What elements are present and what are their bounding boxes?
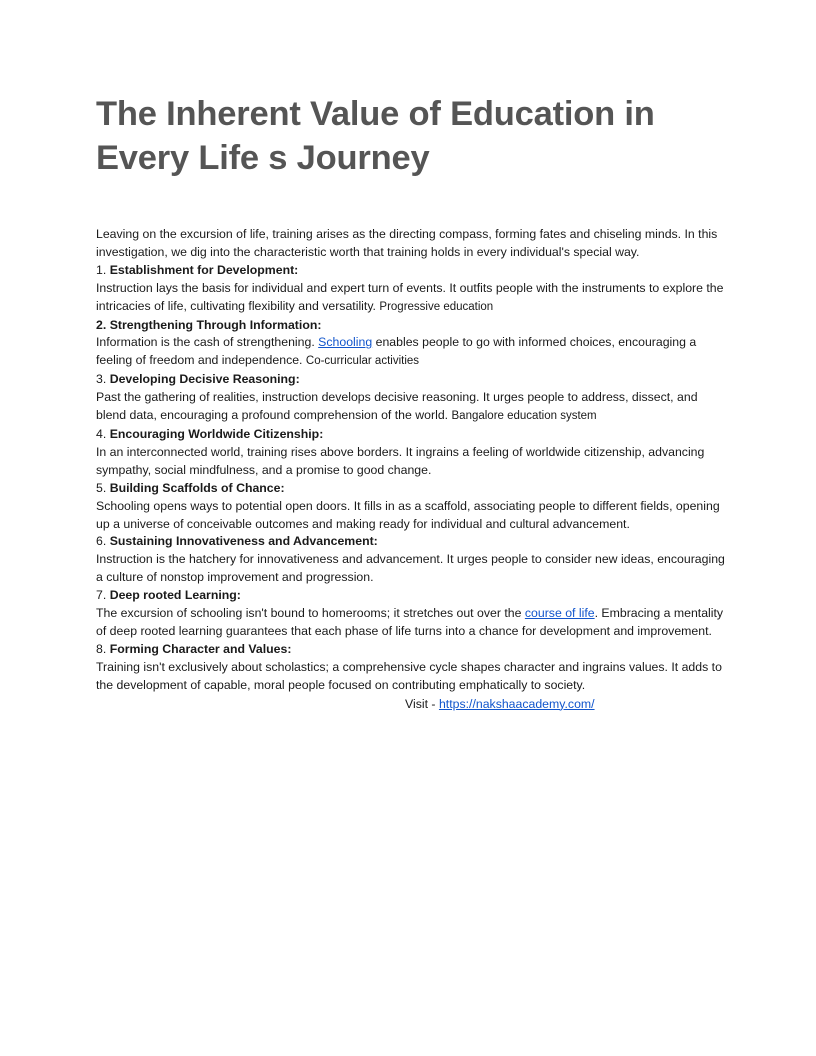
section-number: 6 (96, 534, 103, 549)
section-number: 8 (96, 641, 103, 656)
section-heading: 7. Deep rooted Learning: (96, 588, 241, 603)
section-title: Strengthening Through Information: (109, 317, 322, 332)
section-heading (96, 317, 726, 335)
section-text: Information is the cash of strengthening. (96, 335, 315, 350)
section-number: 7 (96, 588, 103, 603)
schooling-link[interactable]: Schooling (318, 335, 373, 350)
section-tail-text: Bangalore education system (451, 410, 597, 423)
section-heading: 8. Forming Character and Values: (96, 641, 292, 656)
section-title: Forming Character and Values: (109, 641, 292, 656)
section-number: 4 (96, 426, 103, 441)
section-paragraph: Schooling opens ways to potential open doors. It fills in as a scaffold, associating people to different fields, opening up a universe of conceivable outcomes and making ready for individual and cultural advancement. (96, 498, 720, 531)
section-paragraph: Instruction is the hatchery for innovativeness and advancement. It urges people to consider new ideas, encouraging a culture of nonstop improvement and progression. (96, 552, 725, 585)
section-title: Developing Decisive Reasoning: (109, 372, 300, 387)
document-page (96, 92, 726, 713)
section-tail-text: Co-curricular activities (305, 355, 420, 368)
section-paragraph: Training isn't exclusively about scholastics; a comprehensive cycle shapes character and ingrains values. It adds to the development of capable, moral people focused on contributing emphatically to society. (96, 659, 722, 692)
website-link[interactable]: https://nakshaacademy.com/ (438, 696, 595, 711)
visit-line (96, 695, 726, 713)
section-heading: 1. Establishment for Development: (96, 262, 299, 277)
section-title: Encouraging Worldwide Citizenship: (109, 426, 324, 441)
section-heading: 4. Encouraging Worldwide Citizenship: (96, 426, 324, 441)
section-paragraph (96, 605, 726, 641)
section-title: Building Scaffolds of Chance: (109, 480, 285, 495)
section-title: Deep rooted Learning: (109, 588, 241, 603)
section-number: 5 (96, 480, 103, 495)
section-paragraph (96, 389, 726, 426)
section-text: Past the gathering of realities, instruction develops decisive reasoning. It urges people to address, dissect, and blend data, encouraging a profound comprehension of the world. (96, 390, 698, 423)
visit-label: Visit - (405, 696, 436, 711)
section-text: . Embracing a mentality of deep rooted learning guarantees that each phase of life turns into a chance for development and improvement. (96, 606, 724, 638)
section-text: enables people to go with informed choices, encouraging a feeling of freedom and independence. (96, 335, 697, 368)
section-heading: 3. Developing Decisive Reasoning: (96, 372, 300, 387)
section-text: Instruction lays the basis for individual and expert turn of events. It outfits people with the instruments to explore the intricacies of life, cultivating flexibility and versatility. (96, 280, 724, 313)
document-body (96, 226, 726, 713)
page-title: The Inherent Value of Education in Every Life s Journey (96, 95, 655, 177)
section-number: 1 (96, 262, 103, 277)
section-title: Sustaining Innovativeness and Advancement: (109, 534, 378, 549)
section-paragraph (96, 280, 726, 317)
intro-paragraph: Leaving on the excursion of life, training arises as the directing compass, forming fates and chiseling minds. In this investigation, we dig into the characteristic worth that training holds in every individual's special way. (96, 227, 718, 259)
course-of-life-link[interactable]: course of life (524, 606, 595, 621)
section-heading: 5. Building Scaffolds of Chance: (96, 480, 285, 495)
section-title: Establishment for Development: (109, 262, 299, 277)
section-heading: 6. Sustaining Innovativeness and Advancement: (96, 534, 378, 549)
section-text: The excursion of schooling isn't bound to homerooms; it stretches out over the (96, 606, 522, 621)
section-number: 3 (96, 372, 103, 387)
section-tail-text: Progressive education (379, 300, 494, 313)
section-paragraph (96, 334, 726, 371)
section-paragraph: In an interconnected world, training rises above borders. It ingrains a feeling of worldwide citizenship, advancing sympathy, social mindfulness, and a promise to good change. (96, 444, 705, 477)
section-number: 2. (96, 317, 107, 332)
